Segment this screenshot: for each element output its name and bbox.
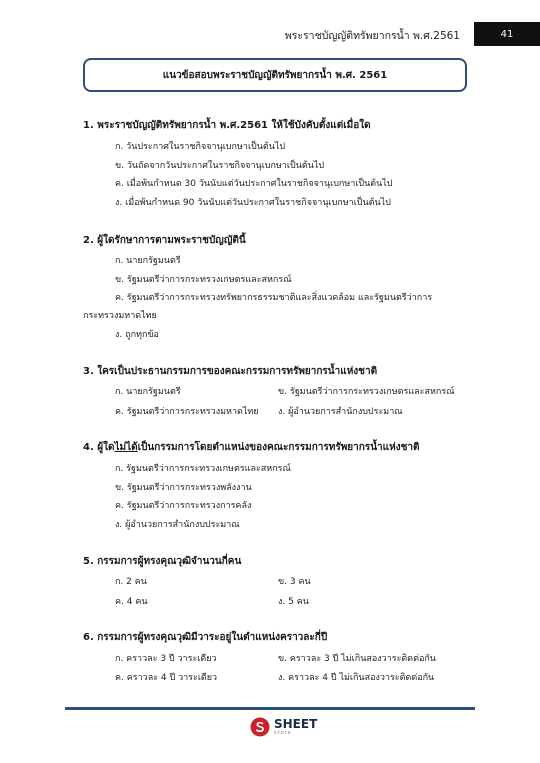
q1-option-c: ค. เมื่อพ้นกำหนด 30 วันนับแต่วันประกาศในราชกิจจานุเบกษาเป็นต้นไป bbox=[115, 179, 393, 189]
q4-option-b: ข. รัฐมนตรีว่าการกระทรวงพลังงาน bbox=[115, 483, 252, 493]
question-4-emphasis: ไม่ได้ bbox=[114, 442, 138, 453]
q4-option-d: ง. ผู้อำนวยการสำนักงบประมาณ bbox=[115, 520, 240, 530]
question-4 bbox=[83, 440, 419, 455]
q3-option-a: ก. นายกรัฐมนตรี bbox=[115, 387, 181, 397]
q1-option-a: ก. วันประกาศในราชกิจจานุเบกษาเป็นต้นไป bbox=[115, 142, 286, 152]
page-title: แนวข้อสอบพระราชบัญญัติทรัพยากรน้ำ พ.ศ. 2561 bbox=[83, 58, 467, 92]
q2-option-c: ค. รัฐมนตรีว่าการกระทรวงทรัพยากรธรรมชาติและสิ่งแวดล้อม และรัฐมนตรีว่าการ bbox=[115, 293, 433, 303]
running-title: พระราชบัญญัติทรัพยากรน้ำ พ.ศ.2561 bbox=[284, 30, 460, 42]
question-6: 6. กรรมการผู้ทรงคุณวุฒิมีวาระอยู่ในตำแหน่งคราวละกี่ปี bbox=[83, 632, 328, 643]
brand-logo bbox=[250, 717, 317, 737]
question-1: 1. พระราชบัญญัติทรัพยากรน้ำ พ.ศ.2561 ให้ใช้บังคับตั้งแต่เมื่อใด bbox=[83, 120, 371, 131]
q2-option-d: ง. ถูกทุกข้อ bbox=[115, 330, 159, 340]
q1-option-d: ง. เมื่อพ้นกำหนด 90 วันนับแต่วันประกาศในราชกิจจานุเบกษาเป็นต้นไป bbox=[115, 198, 391, 208]
footer-divider bbox=[65, 707, 475, 710]
question-4-suffix: เป็นกรรมการโดยตำแหน่งของคณะกรรมการทรัพยากรน้ำแห่งชาติ bbox=[137, 442, 420, 453]
q6-option-d: ง. คราวละ 4 ปี ไม่เกินสองวาระติดต่อกัน bbox=[278, 673, 435, 683]
sheet-store-logo-icon bbox=[250, 717, 270, 737]
q5-option-b: ข. 3 คน bbox=[278, 577, 311, 587]
q2-option-b: ข. รัฐมนตรีว่าการกระทรวงเกษตรและสหกรณ์ bbox=[115, 275, 292, 285]
question-3: 3. ใครเป็นประธานกรรมการของคณะกรรมการทรัพยากรน้ำแห่งชาติ bbox=[83, 366, 378, 377]
q5-option-c: ค. 4 คน bbox=[115, 597, 148, 607]
q6-option-b: ข. คราวละ 3 ปี ไม่เกินสองวาระติดต่อกัน bbox=[278, 654, 436, 664]
brand-subtitle: store bbox=[274, 730, 292, 736]
q5-option-d: ง. 5 คน bbox=[278, 597, 309, 607]
q6-option-a: ก. คราวละ 3 ปี วาระเดียว bbox=[115, 654, 217, 664]
q3-option-c: ค. รัฐมนตรีว่าการกระทรวงมหาดไทย bbox=[115, 407, 259, 417]
question-2: 2. ผู้ใดรักษาการตามพระราชบัญญัตินี้ bbox=[83, 235, 246, 246]
question-4-prefix: 4. ผู้ใด bbox=[83, 442, 115, 453]
q4-option-c: ค. รัฐมนตรีว่าการกระทรวงการคลัง bbox=[115, 501, 252, 511]
q3-option-d: ง. ผู้อำนวยการสำนักงบประมาณ bbox=[278, 407, 403, 417]
q1-option-b: ข. วันถัดจากวันประกาศในราชกิจจานุเบกษาเป็นต้นไป bbox=[115, 161, 325, 171]
q2-option-c-continued: กระทรวงมหาดไทย bbox=[83, 311, 157, 321]
q3-option-b: ข. รัฐมนตรีว่าการกระทรวงเกษตรและสหกรณ์ bbox=[278, 387, 455, 397]
brand-name: SHEET bbox=[274, 717, 318, 731]
q6-option-c: ค. คราวละ 4 ปี วาระเดียว bbox=[115, 673, 218, 683]
question-5: 5. กรรมการผู้ทรงคุณวุฒิจำนวนกี่คน bbox=[83, 556, 242, 567]
page-number: 41 bbox=[474, 22, 540, 46]
q4-option-a: ก. รัฐมนตรีว่าการกระทรวงเกษตรและสหกรณ์ bbox=[115, 464, 291, 474]
q2-option-a: ก. นายกรัฐมนตรี bbox=[115, 256, 181, 266]
q5-option-a: ก. 2 คน bbox=[115, 577, 147, 587]
